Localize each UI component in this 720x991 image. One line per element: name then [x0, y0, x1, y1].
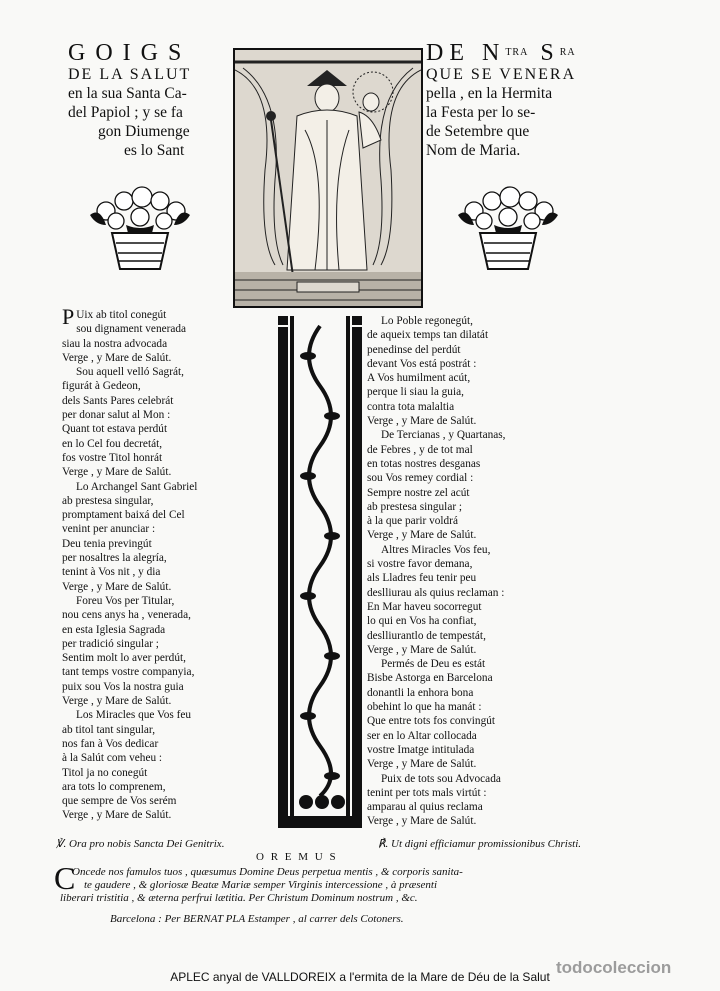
virgin-woodcut-icon	[235, 50, 421, 306]
verse-text: lo qui en Vos ha confiat,	[367, 615, 477, 628]
verse-text: amparau al quius reclama	[367, 801, 483, 814]
verse-line	[62, 637, 274, 651]
verse-text: Foreu Vos per Titular,	[76, 594, 175, 607]
verse-text: Puix de tots sou Advocada	[381, 772, 501, 785]
verse-text: à la Salút com veheu :	[62, 752, 163, 765]
verse-text: Lo Poble regonegút,	[381, 315, 473, 327]
verse-text: Verge , y Mare de Salút.	[367, 758, 477, 771]
verse-line	[62, 408, 274, 422]
verse-text: promptament baixá del Cel	[62, 509, 185, 522]
verse-text: ab prestesa singular ;	[367, 500, 463, 513]
verse-text: ara tots lo comprenem,	[62, 780, 166, 793]
verse-line	[62, 337, 274, 351]
verse-line	[367, 343, 567, 357]
verse-line	[62, 580, 274, 594]
verse-drop-cap: P	[62, 304, 75, 329]
verse-line	[62, 723, 274, 737]
verse-line	[367, 557, 567, 571]
response: ℟. Ut digni efficiamur promissionibus Christi.	[378, 838, 581, 850]
verse-text: fos vostre Titol honrát	[62, 451, 163, 464]
verse-line	[62, 508, 274, 522]
verse-line	[367, 786, 567, 800]
verse-line	[367, 614, 567, 628]
verse-text: Altres Miracles Vos feu,	[381, 543, 491, 556]
verse-line	[367, 371, 567, 385]
verse-line	[367, 385, 567, 399]
verse-text: als Lladres feu tenir peu	[367, 572, 477, 585]
verse-line	[62, 780, 274, 794]
verse-text: en esta Iglesia Sagrada	[62, 623, 166, 636]
prayer-drop-cap: C	[54, 860, 76, 896]
verse-text: que sempre de Vos serém	[62, 795, 177, 808]
title-goigs: GOIGS	[68, 40, 192, 66]
verses-right-column	[367, 314, 567, 829]
title-line: del Papiol ; y se fa	[68, 104, 183, 121]
verse-line	[62, 794, 274, 808]
title-line: gon Diumenge	[98, 123, 190, 140]
verse-line	[367, 772, 567, 786]
verse-line	[367, 643, 567, 657]
verse-line	[367, 714, 567, 728]
title-line: en la sua Santa Ca-	[68, 85, 187, 102]
verse-text: Permés de Deu es estát	[381, 658, 486, 671]
prayer-line: liberari tristitia , & æterna perfrui lætitia. Per Christum Dominum nostrum , &c.	[60, 892, 418, 904]
verses-left-column	[62, 304, 274, 823]
verse-text: de Febres , y de tot mal	[367, 443, 473, 456]
prayer-line: te gaudere , & gloriosæ Beatæ Mariæ semper Virginis intercessione , à præsenti	[84, 879, 437, 891]
verse-line	[367, 700, 567, 714]
verse-line	[62, 751, 274, 765]
versicle: ℣. Ora pro nobis Sancta Dei Genitrix.	[56, 838, 225, 850]
sup-ra: RA	[559, 47, 576, 58]
verse-text: Verge , y Mare de Salút.	[62, 809, 172, 822]
verse-line	[367, 743, 567, 757]
verse-line	[62, 808, 274, 822]
verse-text: Los Miracles que Vos feu	[76, 709, 192, 722]
verse-line	[62, 594, 274, 608]
verse-text: Sempre nostre zel acút	[367, 486, 470, 499]
verse-line	[367, 471, 567, 485]
verse-text: Verge , y Mare de Salút.	[367, 415, 477, 428]
verse-text: per nosaltres la alegría,	[62, 552, 167, 565]
verse-line	[62, 680, 274, 694]
verse-line	[62, 766, 274, 780]
title-left	[68, 40, 248, 160]
title-que-se-venera: QUE SE VENERA	[426, 66, 577, 83]
verse-text: Deu tenia previngút	[62, 537, 152, 550]
verse-line	[367, 586, 567, 600]
verse-line	[367, 800, 567, 814]
verse-text: ab titol tant singular,	[62, 723, 156, 736]
title-s: S	[528, 40, 560, 66]
verse-text: nos fan à Vos dedicar	[62, 737, 159, 750]
verse-line	[367, 457, 567, 471]
verse-line	[62, 304, 274, 329]
verse-text: En Mar haveu socorregut	[367, 600, 482, 613]
verse-text: donantli la enhora bona	[367, 686, 474, 699]
verse-line	[367, 428, 567, 442]
verse-line	[62, 694, 274, 708]
verse-text: Uix ab titol conegút	[76, 309, 167, 321]
verse-line	[62, 351, 274, 365]
verse-line	[62, 708, 274, 722]
verse-text: figurát à Gedeon,	[62, 380, 141, 393]
verse-line	[62, 394, 274, 408]
verse-text: A Vos humilment acút,	[367, 372, 471, 385]
verse-text: Quant tot estava perdút	[62, 423, 168, 436]
verse-text: tant temps vostre companyia,	[62, 666, 195, 679]
verse-line	[62, 737, 274, 751]
verse-line	[367, 657, 567, 671]
prayer-line: Oncede nos famulos tuos , quæsumus Domine Deus perpetua mentis , & corporis sanita-	[72, 866, 463, 878]
verse-text: puix sou Vos la nostra guia	[62, 680, 184, 693]
verse-text: ser en lo Altar collocada	[367, 729, 477, 742]
verse-text: penedinse del perdút	[367, 343, 461, 356]
verse-line	[367, 414, 567, 428]
verse-text: devant Vos está postrát :	[367, 357, 477, 370]
verse-text: Que entre tots fos convingút	[367, 715, 496, 728]
verse-line	[367, 514, 567, 528]
imprint: Barcelona : Per BERNAT PLA Estamper , al carrer dels Cotoners.	[110, 913, 404, 925]
verse-text: si vostre favor demana,	[367, 558, 473, 571]
title-line: de Setembre que	[426, 123, 530, 140]
verse-line	[62, 451, 274, 465]
verse-text: per donar salut al Mon :	[62, 409, 171, 422]
verse-line	[62, 651, 274, 665]
verse-text: Lo Archangel Sant Gabriel	[76, 480, 198, 493]
verse-line	[62, 537, 274, 551]
verse-line	[62, 608, 274, 622]
title-line: Nom de Maria.	[426, 142, 521, 159]
flower-basket-left-icon	[86, 185, 194, 275]
verse-text: De Tercianas , y Quartanas,	[381, 429, 506, 442]
verse-text: Verge , y Mare de Salút.	[62, 580, 172, 593]
verse-text: Verge , y Mare de Salút.	[62, 466, 172, 479]
verse-line	[62, 437, 274, 451]
ornamental-column-icon	[278, 316, 362, 828]
verse-line	[62, 565, 274, 579]
verse-text: Titol ja no conegút	[62, 766, 148, 779]
verse-text: Sentim molt lo aver perdút,	[62, 652, 186, 665]
verse-line	[62, 465, 274, 479]
title-line: la Festa per lo se-	[426, 104, 536, 121]
verse-line	[367, 328, 567, 342]
sup-tra: TRA	[505, 47, 529, 58]
oremus-heading: O R E M U S	[256, 851, 338, 863]
verse-line	[367, 400, 567, 414]
verse-line	[62, 322, 274, 336]
virgin-woodcut-image	[233, 48, 423, 308]
verse-line	[367, 314, 567, 328]
title-de-n: DE N	[426, 40, 506, 66]
title-right	[426, 40, 596, 160]
verse-line	[367, 357, 567, 371]
verse-text: de aqueix temps tan dilatát	[367, 329, 489, 342]
verse-text: tenint à Vos nit , y dia	[62, 566, 161, 579]
verse-line	[367, 729, 567, 743]
title-line: es lo Sant	[124, 142, 185, 159]
verse-line	[367, 600, 567, 614]
verse-line	[367, 486, 567, 500]
flower-basket-right-icon	[454, 185, 562, 275]
verse-line	[367, 629, 567, 643]
verse-text: per tradició singular ;	[62, 637, 159, 650]
verse-line	[62, 551, 274, 565]
verse-text: venint per anunciar :	[62, 523, 156, 536]
verse-text: contra tota malaltia	[367, 400, 455, 413]
verse-line	[367, 686, 567, 700]
verse-text: sou Vos remey cordial :	[367, 472, 474, 485]
verse-line	[367, 757, 567, 771]
verse-line	[62, 480, 274, 494]
verse-text: Verge , y Mare de Salút.	[62, 351, 172, 364]
verse-line	[367, 528, 567, 542]
verse-line	[367, 500, 567, 514]
title-de-la-salut: DE LA SALUT	[68, 66, 192, 83]
verse-text: Verge , y Mare de Salút.	[62, 695, 172, 708]
verse-line	[62, 522, 274, 536]
verse-text: vostre Imatge intitulada	[367, 743, 475, 756]
title-de-ntra-sra	[426, 40, 596, 66]
verse-text: à la que parir voldrá	[367, 515, 458, 528]
verse-line	[62, 623, 274, 637]
title-line: pella , en la Hermita	[426, 85, 553, 102]
watermark: todocoleccion	[556, 958, 672, 977]
verse-text: nou cens anys ha , venerada,	[62, 609, 191, 622]
verse-line	[62, 665, 274, 679]
verse-text: perque li siau la guia,	[367, 386, 464, 399]
verse-text: tenint per tots mals virtút :	[367, 786, 487, 799]
verse-line	[62, 365, 274, 379]
verse-line	[62, 422, 274, 436]
verse-text: Verge , y Mare de Salút.	[367, 815, 477, 828]
verse-text: Sou aquell velló Sagrát,	[76, 366, 184, 379]
verse-line	[62, 379, 274, 393]
verse-line	[367, 543, 567, 557]
verse-text: Verge , y Mare de Salút.	[367, 529, 477, 542]
verse-text: deslliurantlo de tempestát,	[367, 629, 486, 642]
verse-line	[367, 571, 567, 585]
verse-line	[62, 494, 274, 508]
verse-line	[367, 443, 567, 457]
verse-text: Bisbe Astorga en Barcelona	[367, 672, 493, 685]
verse-text: ab prestesa singular,	[62, 494, 154, 507]
verse-text: en lo Cel fou decretát,	[62, 437, 163, 450]
verse-text: en totas nostres desganas	[367, 457, 481, 470]
verse-text: siau la nostra advocada	[62, 337, 168, 350]
verse-text: dels Sants Pares celebrát	[62, 394, 174, 407]
verse-text: deslliurau als quius reclaman :	[367, 586, 505, 599]
verse-line	[367, 814, 567, 828]
verse-text: obehint lo que ha manát :	[367, 701, 482, 714]
page-caption: APLEC anyal de VALLDOREIX a l'ermita de la Mare de Déu de la Salut	[170, 970, 550, 984]
verse-line	[367, 671, 567, 685]
verse-text: sou dignament venerada	[76, 323, 187, 336]
verse-text: Verge , y Mare de Salút.	[367, 643, 477, 656]
